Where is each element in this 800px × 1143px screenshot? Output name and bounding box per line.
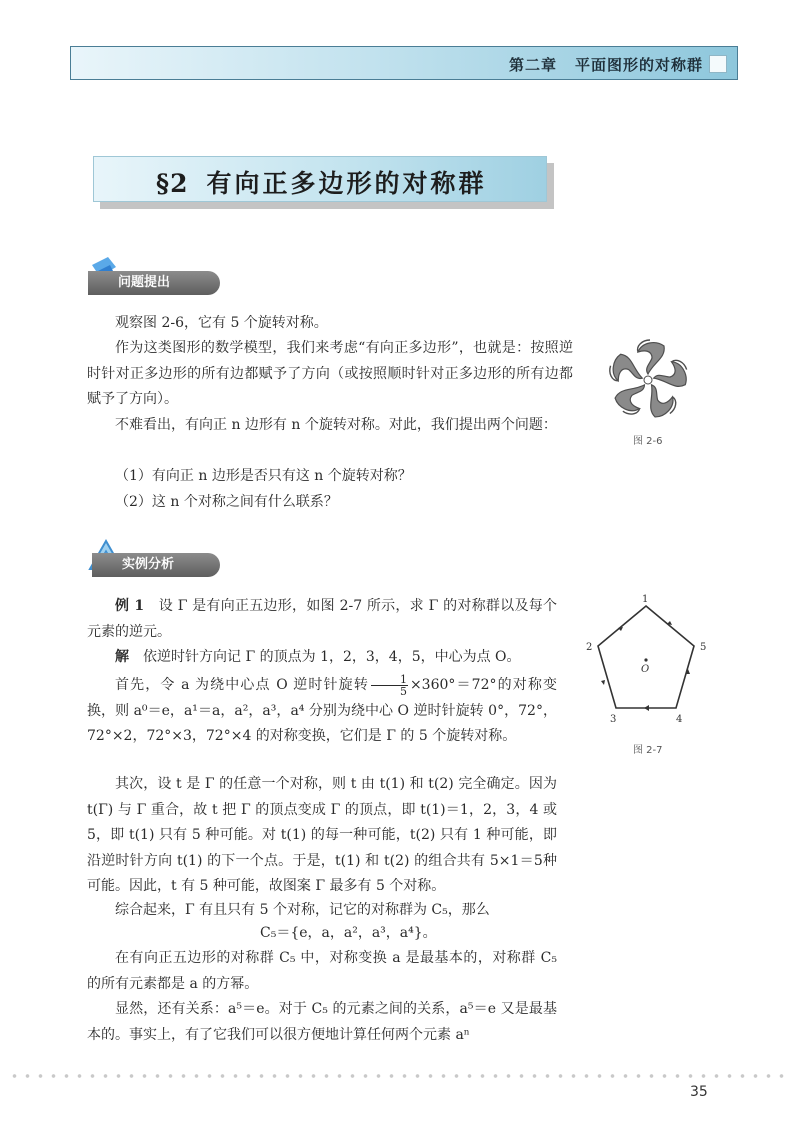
center-label: O [641, 664, 650, 675]
example-tag [92, 553, 220, 577]
section-title-text: 有向正多边形的对称群 [206, 169, 487, 198]
figure-2-7-caption: 图 2-7 [633, 745, 663, 756]
problem-paragraph-2: 作为这类图形的数学模型，我们来考虑“有向正多边形”，也就是：按照逆时针对正多边形的所有边都赋予了方向（或按照顺时针对正多边形的所有边都赋予了方向）。 [87, 340, 573, 407]
problem-tag-label: 问题提出 [118, 275, 171, 290]
figure-2-7-pentagon [578, 590, 718, 730]
vertex-label-4: 4 [676, 714, 683, 725]
fraction-numerator: 1 [371, 674, 408, 686]
page-number: 35 [690, 1084, 708, 1100]
example-statement-text: 设 Γ 是有向正五边形，如图 2-7 所示，求 Γ 的对称群以及每个元素的逆元。 [87, 598, 557, 640]
header-square-icon [709, 55, 727, 73]
solution-relation: 显然，还有关系：a⁵＝e。对于 C₅ 的元素之间的关系，a⁵＝e 又是最基本的。事实上，有了它我们可以很方便地计算任何两个元素 aⁿ [87, 1001, 557, 1043]
chapter-title: 平面图形的对称群 [574, 56, 703, 74]
vertex-label-5: 5 [700, 642, 707, 653]
example-statement [87, 594, 557, 645]
solution-label: 解 [115, 649, 129, 665]
section-banner [93, 156, 547, 202]
pinwheel-blade [638, 340, 665, 374]
problem-question-2: （2）这 n 个对称之间有什么联系？ [115, 494, 338, 510]
edge-arrow-icon [644, 705, 649, 711]
solution-summary: 综合起来，Γ 有且只有 5 个对称，记它的对称群为 C₅，那么 [115, 902, 490, 918]
chapter-header [70, 46, 738, 80]
group-formula: C₅＝{e，a，a²，a³，a⁴}。 [260, 925, 437, 941]
section-title [156, 164, 486, 200]
figure-2-6-caption: 图 2-6 [633, 436, 663, 447]
example-label: 例 1 [115, 598, 145, 614]
center-point [644, 658, 647, 661]
vertex-label-2: 2 [586, 642, 593, 653]
fraction-denominator: 5 [399, 684, 407, 698]
section-number: §2 [156, 169, 189, 198]
pinwheel-blade [607, 352, 648, 388]
example-tag-label: 实例分析 [122, 557, 175, 572]
solution-first [87, 673, 557, 750]
edge-arrow-icon [601, 680, 605, 685]
solution-next: 其次，设 t 是 Γ 的任意一个对称，则 t 由 t(1) 和 t(2) 完全确定。因为 t(Γ) 与 Γ 重合，故 t 把 Γ 的顶点变成 Γ 的顶点，即 t(1)＝1，2，3，4 或 5，即 t(1) 只有 5 种可能。对 t(1) 的每一种可能，t(2) 只有 1 种可能，即沿逆时针方向 t(1) 的下一个点。于是，t(1) 和 t(2) 的组合共有 5×1＝5种可能。因此，t 有 5 种可能，故图案 Γ 最多有 5 个对称。 [87, 776, 557, 894]
solution-first-b: ×360°＝72°的对称变换，则 a⁰＝e，a¹＝a，a²，a³，a⁴ 分别为绕中心 O 逆时针旋转 0°，72°，72°×2，72°×3，72°×4 的对称变换，它们是 Γ 的 5 个旋转对称。 [87, 677, 557, 744]
figure-2-6-pinwheel [604, 336, 692, 424]
problem-paragraph-1: 观察图 2-6，它有 5 个旋转对称。 [115, 315, 328, 331]
vertex-label-3: 3 [610, 714, 617, 725]
solution-intro [87, 645, 557, 671]
solution-basic: 在有向正五边形的对称群 C₅ 中，对称变换 a 是最基本的，对称群 C₅ 的所有元素都是 a 的方幂。 [87, 950, 557, 992]
problem-paragraph-3: 不难看出，有向正 n 边形有 n 个旋转对称。对此，我们提出两个问题： [115, 417, 557, 433]
fraction-one-fifth [371, 674, 408, 697]
problem-question-1: （1）有向正 n 边形是否只有这 n 个旋转对称？ [115, 468, 412, 484]
chapter-heading [509, 54, 703, 75]
pentagon-outline [598, 606, 694, 708]
problem-tag [88, 271, 220, 295]
footer-dotted-divider [8, 1073, 788, 1079]
chapter-number: 第二章 [508, 56, 557, 74]
solution-intro-text: 依逆时针方向记 Γ 的顶点为 1，2，3，4，5，中心为点 O。 [143, 649, 521, 665]
solution-first-a: 首先，令 a 为绕中心点 O 逆时针旋转 [115, 677, 369, 693]
vertex-label-1: 1 [642, 594, 649, 605]
